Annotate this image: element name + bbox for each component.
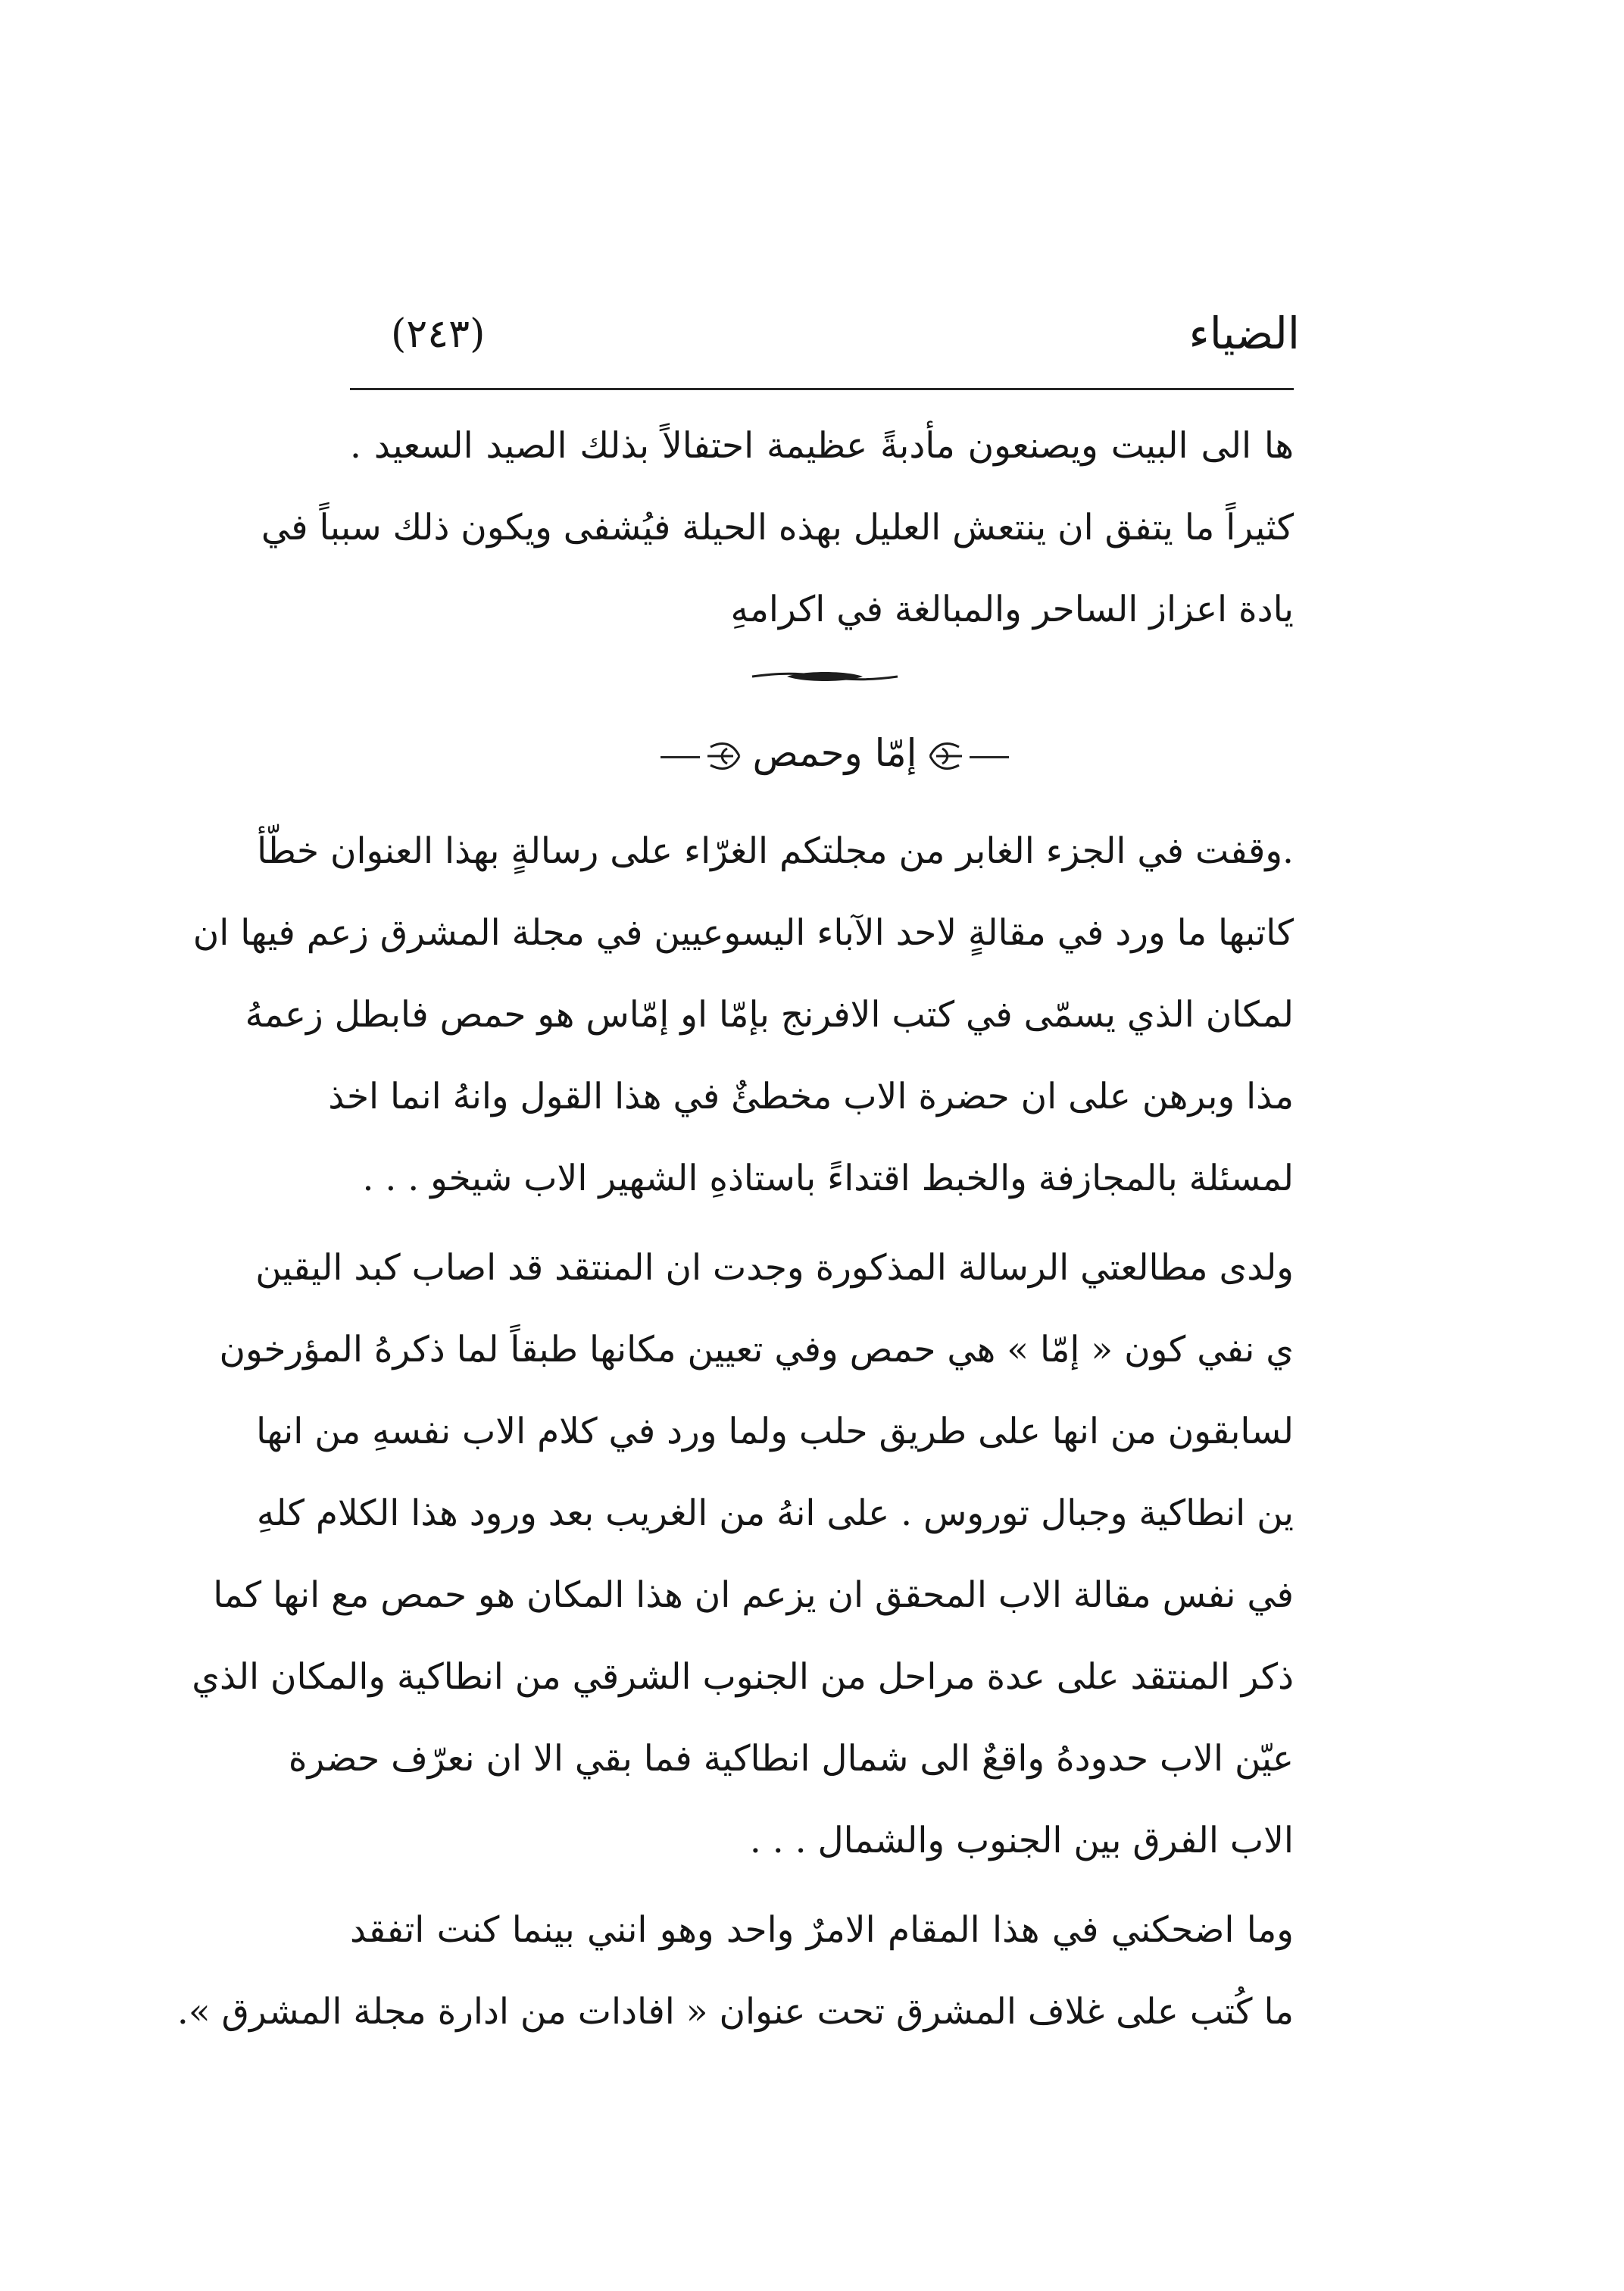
- text-line: ي نفي كون « إمّا » هي حمص وفي تعيين مكانها طبقاً لما ذكرهُ المؤرخون: [219, 1329, 1294, 1371]
- text-line: مذا وبرهن على ان حضرة الاب مخطئٌ في هذا القول وانهُ انما اخذ: [328, 1076, 1294, 1117]
- paragraph-gap: [350, 1882, 1294, 1889]
- text-line: ين انطاكية وجبال توروس . على انهُ من الغريب بعد ورود هذا الكلام كلهِ: [256, 1492, 1294, 1534]
- text-line: ولدى مطالعتي الرسالة المذكورة وجدت ان المنتقد قد اصاب كبد اليقين: [255, 1247, 1294, 1289]
- text-line: .وقفت في الجزء الغابر من مجلتكم الغرّاء على رسالةٍ بهذا العنوان خطّأ: [257, 830, 1294, 872]
- section-heading: [661, 720, 1009, 788]
- previous-section-text: [261, 405, 1294, 651]
- text-line: في نفس مقالة الاب المحقق ان يزعم ان هذا المكان هو حمص مع انها كما: [213, 1574, 1294, 1616]
- text-line: لمكان الذي يسمّى في كتب الافرنج بإمّا او إمّاس هو حمص فابطل زعمهُ: [245, 994, 1294, 1036]
- heading-flourish-left-icon: [704, 736, 744, 776]
- page-number: (٢٤٣): [391, 311, 486, 357]
- paragraph-gap: [350, 1220, 1294, 1227]
- text-line: كاتبها ما ورد في مقالةٍ لاحد الآباء اليسوعيين في مجلة المشرق زعم فيها ان: [192, 912, 1294, 954]
- text-line: وما اضحكني في هذا المقام الامرٌ واحد وهو انني بينما كنت اتفقد: [350, 1909, 1294, 1951]
- heading-flourish-right-icon: [926, 736, 965, 776]
- text-line: يادة اعزاز الساحر والمبالغة في اكرامهِ: [730, 589, 1294, 630]
- journal-title: الضياء: [1188, 308, 1300, 359]
- text-line: عيّن الاب حدودهُ واقعٌ الى شمال انطاكية فما بقي الا ان نعرّف حضرة: [288, 1738, 1294, 1780]
- text-line: لمسئلة بالمجازفة والخبط اقتداءً باستاذهِ الشهير الاب شيخو . . .: [362, 1158, 1294, 1199]
- section-body-text: [176, 811, 1294, 2053]
- heading-dash-left: [661, 756, 700, 758]
- text-line: ذكر المنتقد على عدة مراحل من الجنوب الشرقي من انطاكية والمكان الذي: [192, 1656, 1294, 1698]
- text-line: لسابقون من انها على طريق حلب ولما ورد في كلام الاب نفسهِ من انها: [256, 1411, 1294, 1452]
- text-line: الاب الفرق بين الجنوب والشمال . . .: [749, 1820, 1294, 1861]
- heading-dash-right: [970, 756, 1009, 758]
- section-divider-ornament: [751, 670, 899, 683]
- text-line: ما كُتب على غلاف المشرق تحت عنوان « افادات من ادارة مجلة المشرق ».: [176, 1991, 1294, 2033]
- section-title: إمّا وحمص: [752, 731, 917, 775]
- text-line: كثيراً ما يتفق ان ينتعش العليل بهذه الحيلة فيُشفى ويكون ذلك سبباً في: [261, 507, 1294, 549]
- running-head: [391, 299, 1300, 375]
- header-rule: [350, 388, 1294, 390]
- text-line: ها الى البيت ويصنعون مأدبةً عظيمة احتفالاً بذلك الصيد السعيد .: [350, 425, 1294, 467]
